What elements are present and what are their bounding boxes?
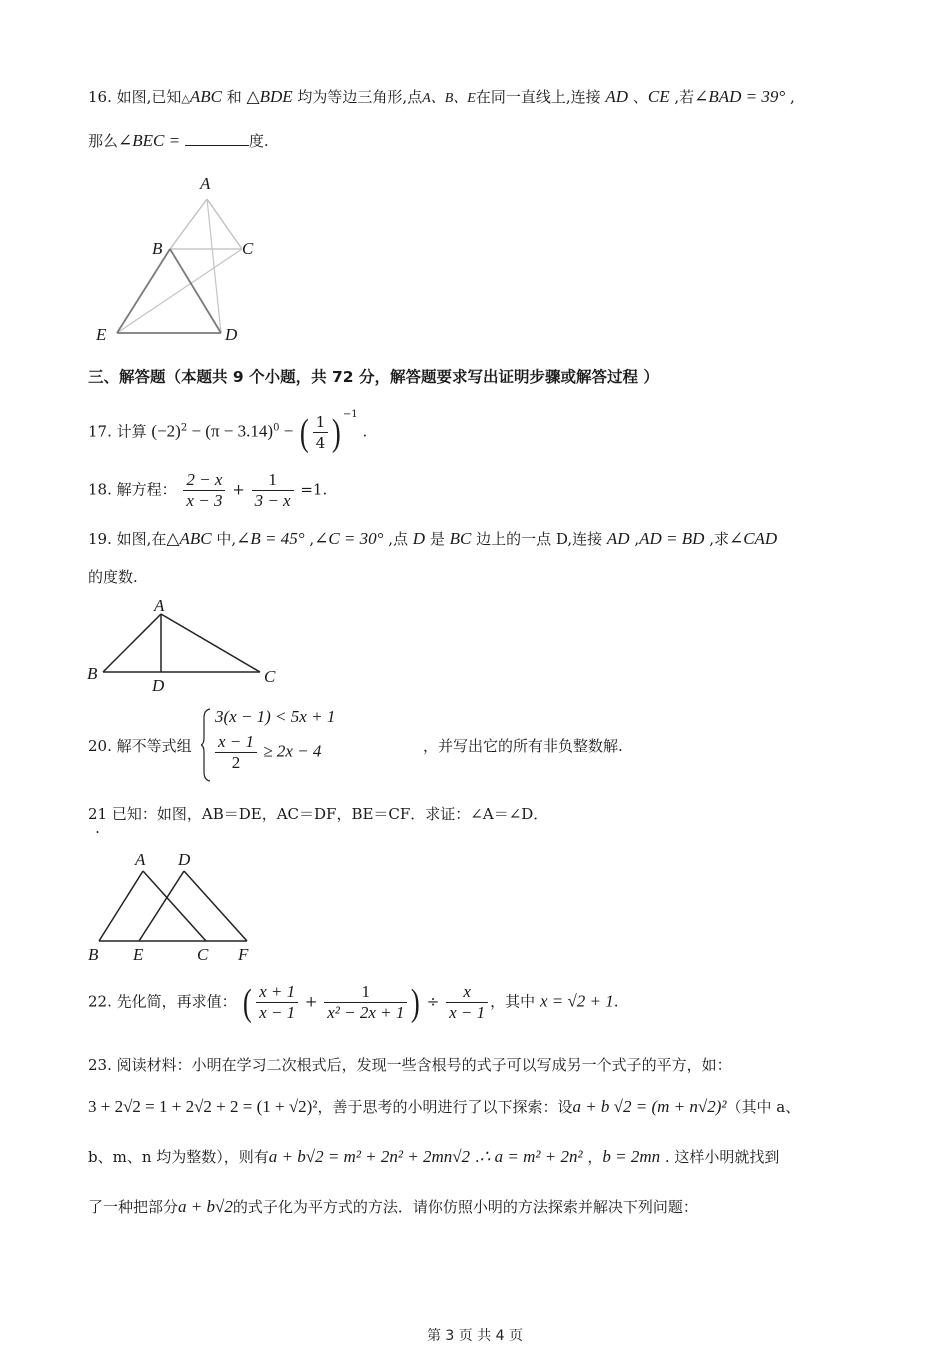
q19-side-ab [103,614,161,672]
q16-label-d: D [225,325,238,344]
q17: 17. 计算 $(-2)^2 - (\pi - 3.14)^0$ − ( $\frac{1}{4}$ ) $^{-1}$ . [88,408,368,454]
q21-label-a: A [135,850,146,869]
q19-line1: 19. 如图,在△ABC 中,∠B = 45° ,∠C = 30° ,点 D 是 BC 边上的一点 D,连接 AD ,AD = BD ,求∠CAD [88,529,778,548]
q23-line3: b、m、n 均为整数），则有a + b√2 = m² + 2n² + 2mn√2 .∴ a = m² + 2n² ，b = 2mn . 这样小明就找到 [88,1147,780,1166]
q21: 21.已知：如图，AB＝DE，AC＝DF，BE＝CF．求证：∠A＝∠D． [88,805,549,837]
answer-blank[interactable] [185,131,249,146]
q21-side-ac [143,871,206,941]
q21-label-b: B [88,945,99,964]
q21-side-df [184,871,247,941]
q21-side-de [139,871,184,941]
q16-figure [90,170,270,350]
q19-label-d: D [152,676,165,694]
q21-figure [84,848,274,968]
q16-label-c: C [242,239,254,258]
q22: 22. 先化简，再求值： ( $\frac{x + 1}{x - 1}$ + $\frac{1}{\text{x² − 2x + 1}}$ ) ÷ $\frac{x}{x - 1}$ ，其中 x = √2 + 1. [88,981,619,1024]
q21-label-c: C [197,945,209,964]
q18: 18. 解方程： $\frac{2 - x}{x - 3}$ + $\frac{1}{3 - x}$ =1. [88,470,328,510]
q23-line4: 了一种把部分a + b√2的式子化为平方式的方法．请你仿照小明的方法探索并解决下列问题： [88,1197,698,1216]
system-brace [201,708,211,782]
q19-label-a: A [154,596,165,615]
q21-side-ab [99,871,143,941]
q16-triangle-abc [170,199,242,249]
page-footer: 第 3 页 共 4 页 [426,1328,524,1344]
q16-label-b: B [152,239,163,258]
q23-line2: 3 + 2√2 = 1 + 2√2 + 2 = (1 + √2)²，善于思考的小明进行了以下探索：设a + b √2 = (m + n√2)²（其中 a、 [88,1097,801,1116]
q19-side-ac [161,614,260,672]
q21-label-e: E [133,945,144,964]
q19-label-c: C [264,667,276,686]
q19-figure [84,594,294,694]
q16-triangle-bde [117,249,221,333]
section3-title: 三、解答题（本题共 9 个小题，共 72 分，解答题要求写出证明步骤或解答过程 ） [88,368,659,386]
q21-label-f: F [238,945,249,964]
q23-line1: 23. 阅读材料：小明在学习二次根式后，发现一些含根号的式子可以写成另一个式子的平方，如： [88,1056,732,1074]
q16-line2: 那么∠BEC = 度. [88,131,269,150]
q16-label-a: A [200,174,211,193]
q21-label-d: D [178,850,191,869]
q19-line2: 的度数. [88,568,138,586]
q16-line1: 16. 如图,已知△ABC 和 △BDE 均为等边三角形,点A、B、E在同一直线上,连接 AD 、CE ,若∠BAD = 39° , [88,87,795,106]
q19-label-b: B [87,664,98,683]
q16-label-e: E [96,325,107,344]
